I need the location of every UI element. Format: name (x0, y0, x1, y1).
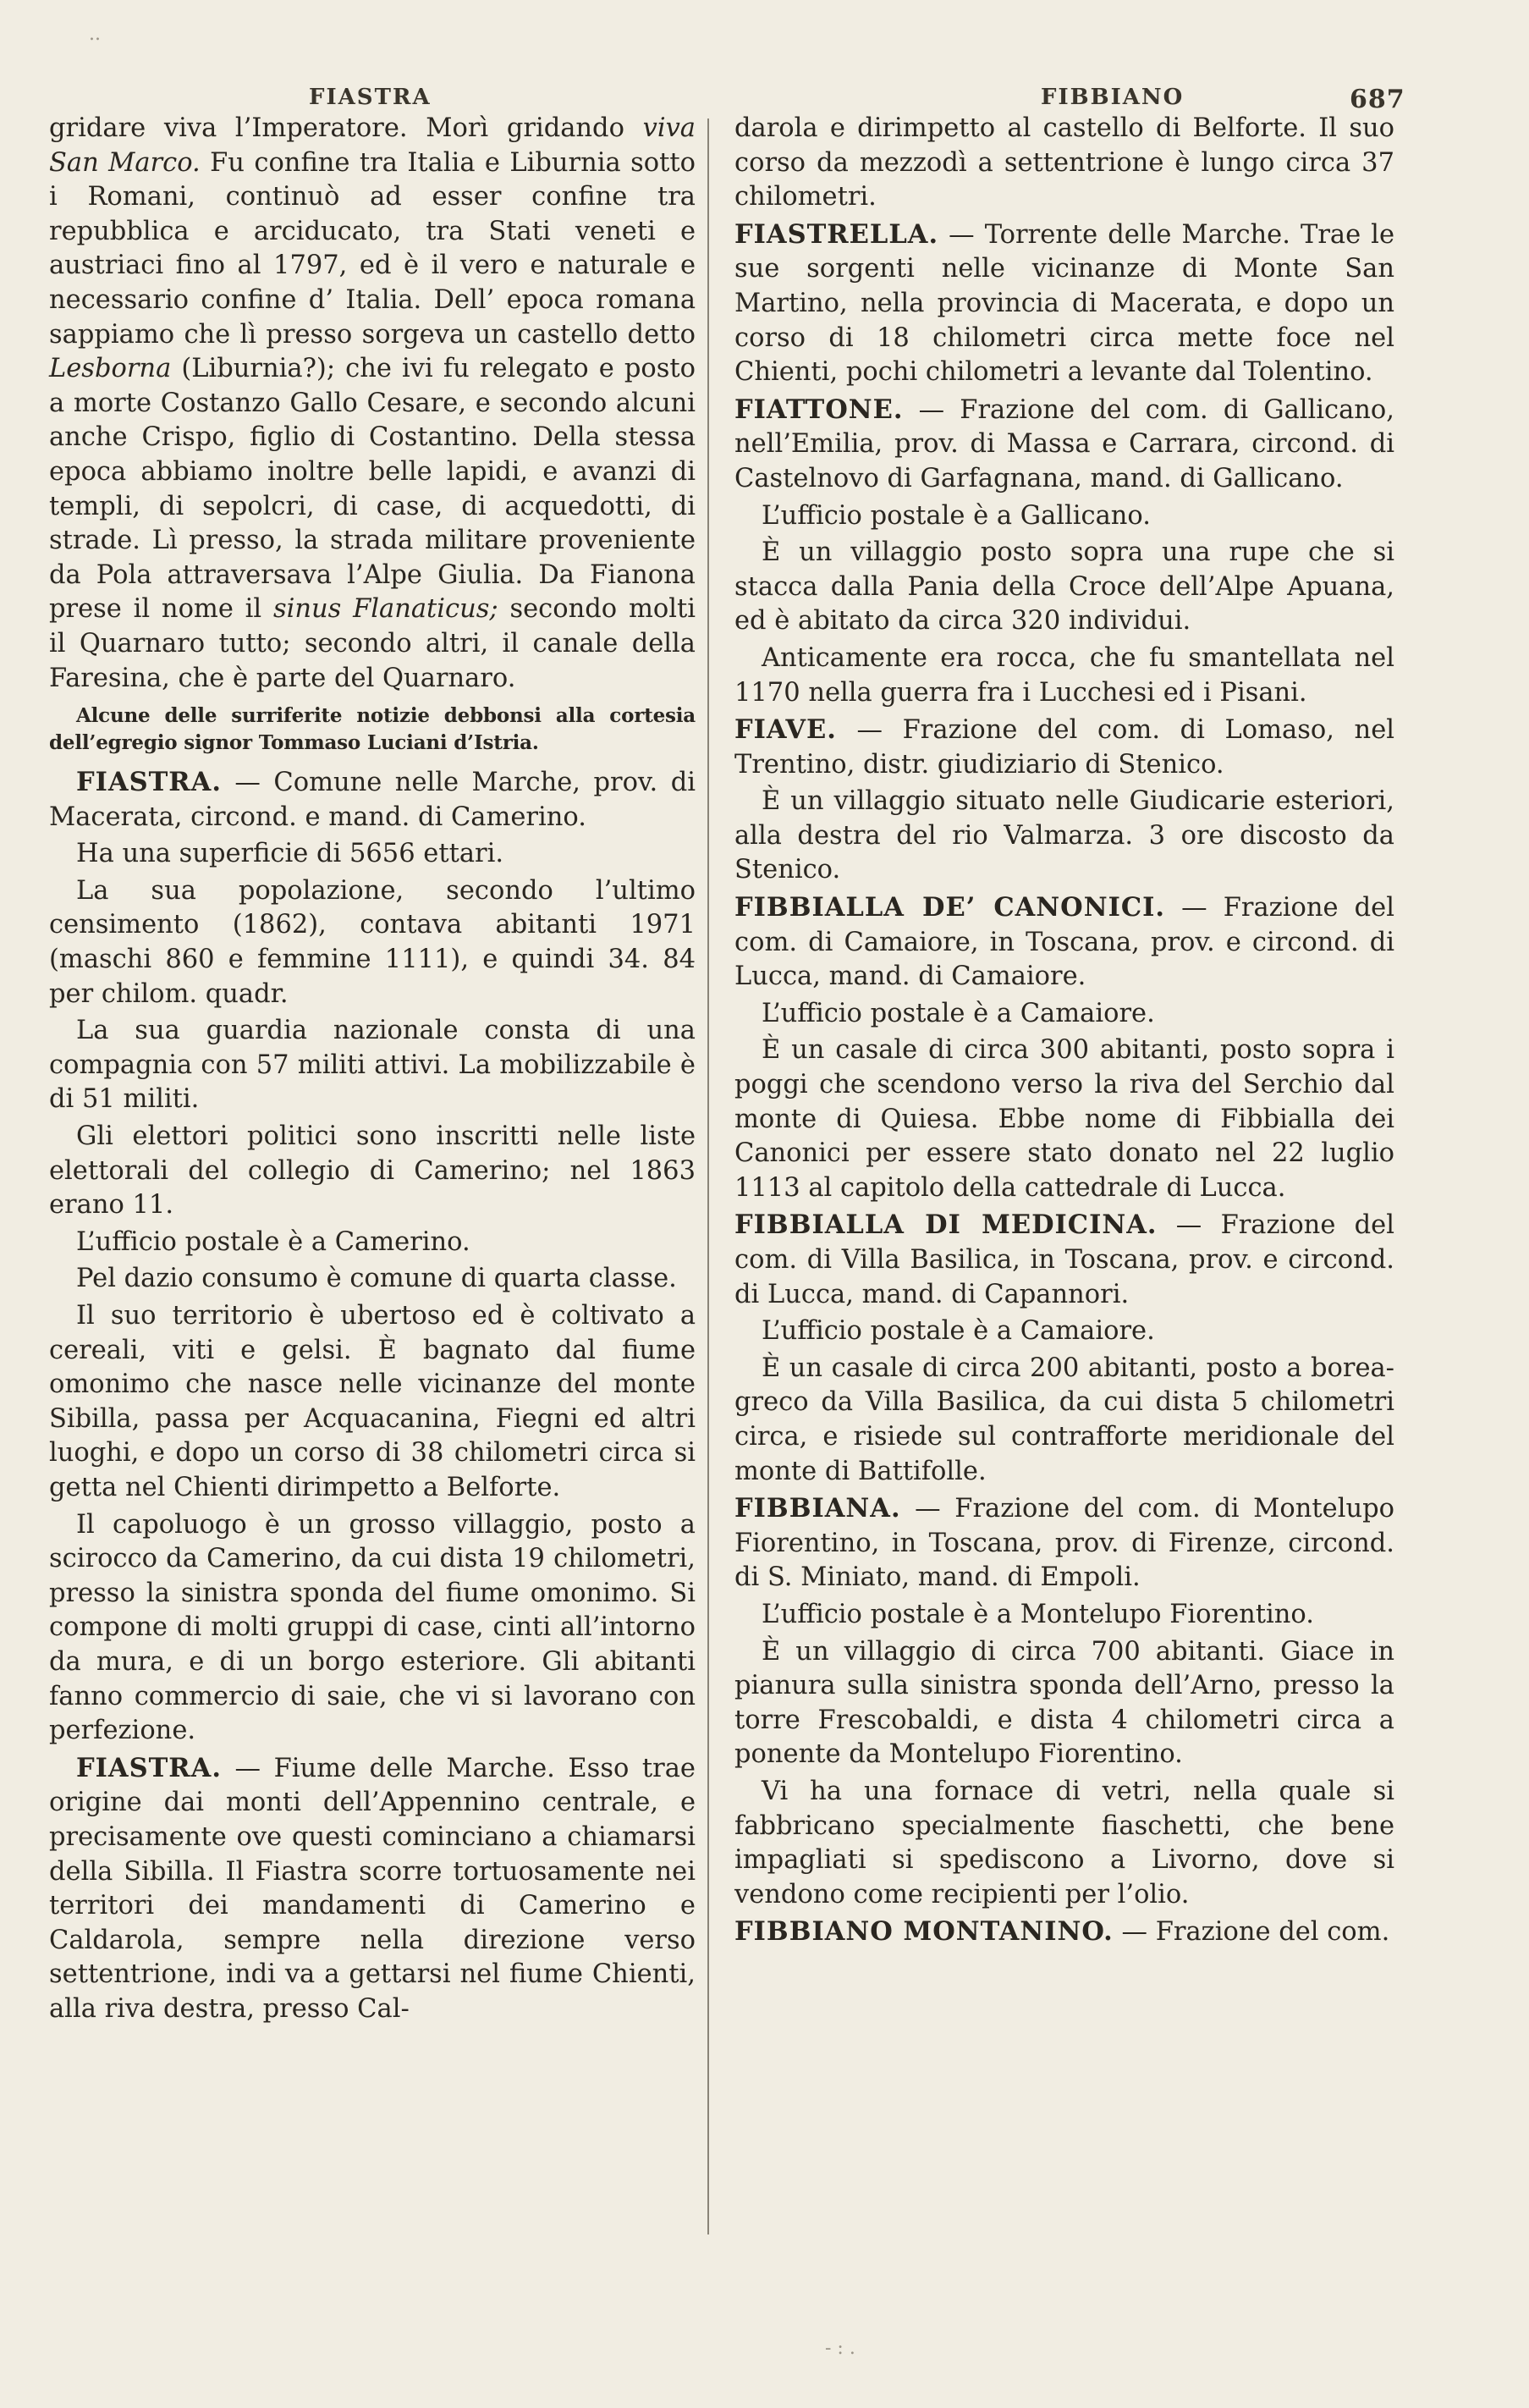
paragraph: La sua guardia nazionale consta di una compagnia con 57 militi attivi. La mobilizzabile è di 51 militi. (49, 1016, 696, 1115)
entry-fiastra-fiume: FIASTRA. — Fiume delle Marche. Esso trae origine dai monti dell’Appennino centrale, e precisamente ove questi cominciano a chiamarsi della Sibilla. Il Fiastra scorre tortuosamente nei territori dei mandamenti di Camerino e Caldarola, sempre nella direzione verso settentrione, indi va a gettarsi nel fiume Chienti, alla riva destra, presso Cal- (49, 1752, 696, 2024)
paragraph: È un villaggio posto sopra una rupe che si stacca dalla Pania della Croce dell’Alpe Apuana, ed è abitato da circa 320 individui. (734, 537, 1394, 636)
paragraph: La sua popolazione, secondo l’ultimo censimento (1862), contava abitanti 1971 (maschi 860 e femmine 1111), e quindi 34. 84 per chilom. quadr. (49, 875, 696, 1009)
footnote: Alcune delle surriferite notizie debbonsi alla cortesia dell’egregio signor Tommaso Luciani d’Istria. (49, 704, 696, 755)
running-header-right: FIBBIANO (1041, 85, 1185, 110)
entry-fibbiana: FIBBIANA. — Frazione del com. di Montelupo Fiorentino, in Toscana, prov. di Firenze, circond. di S. Miniato, mand. di Empoli. (734, 1493, 1394, 1593)
continued-paragraph: gridare viva l’Imperatore. Morì gridando viva San Marco. Fu confine tra Italia e Liburnia sotto i Romani, continuò ad esser confine tra repubblica e arciducato, tra Stati veneti e austriaci fino al 1797, ed è il vero e naturale e necessario confine d’ Italia. Dell’ epoca romana sappiamo che lì presso sorgeva un castello detto Lesborna (Liburnia?); che ivi fu relegato e posto a morte Costanzo Gallo Cesare, e secondo alcuni anche Crispo, figlio di Costantino. Della stessa epoca abbiamo inoltre belle lapidi, e avanzi di templi, di sepolcri, di case, di acquedotti, di strade. Lì presso, la strada militare proveniente da Pola attraversava l’Alpe Giulia. Da Fianona prese il nome il sinus Flanaticus; secondo molti il Quarnaro tutto; secondo altri, il canale della Faresina, che è parte del Quarnaro. (49, 113, 696, 693)
entry-fiastrella: FIASTRELLA. — Torrente delle Marche. Trae le sue sorgenti nelle vicinanze di Monte San Martino, nella provincia di Macerata, e dopo un corso di 18 chilometri circa mette foce nel Chienti, pochi chilometri a levante dal Tolentino. (734, 218, 1394, 388)
running-header-left: FIASTRA (309, 85, 432, 110)
entry-fibbialla-di-medicina: FIBBIALLA DI MEDICINA. — Frazione del com. di Villa Basilica, in Toscana, prov. e circond. di Lucca, mand. di Capannori. (734, 1210, 1394, 1309)
entry-fibbialla-de-canonici: FIBBIALLA DE’ CANONICI. — Frazione del com. di Camaiore, in Toscana, prov. e circond. di Lucca, mand. di Camaiore. (734, 892, 1394, 992)
paragraph: Pel dazio consumo è comune di quarta classe. (76, 1264, 677, 1294)
headword: FIBBIANO MONTANINO. (734, 1916, 1114, 1948)
paragraph: Il capoluogo è un grosso villaggio, posto a scirocco da Camerino, da cui dista 19 chilometri, presso la sinistra sponda del fiume omonimo. Si compone di molti gruppi di case, cinti all’intorno da mura, e di un borgo esteriore. Gli abitanti fanno commercio di saie, che vi si lavorano con perfezione. (49, 1509, 696, 1746)
paragraph: L’ufficio postale è a Camaiore. (762, 998, 1155, 1028)
page-number: 687 (1350, 85, 1405, 114)
column-divider (707, 118, 709, 2234)
headword: FIAVE. (734, 714, 837, 746)
headword: FIBBIANA. (734, 1493, 901, 1524)
paragraph: L’ufficio postale è a Camerino. (76, 1226, 470, 1257)
ink-smudge: .. (89, 24, 101, 45)
headword: FIASTRELLA. (734, 218, 939, 250)
entry-fibbiano-montanino: FIBBIANO MONTANINO. — Frazione del com. (734, 1916, 1390, 1948)
paragraph: L’ufficio postale è a Montelupo Fiorentino. (762, 1599, 1314, 1629)
paragraph: È un casale di circa 200 abitanti, posto a borea-greco da Villa Basilica, da cui dista 5 chilometri circa, e risiede sul contrafforte meridionale del monte di Battifolle. (734, 1353, 1394, 1486)
left-column (49, 112, 696, 2029)
paragraph: È un villaggio situato nelle Giudicarie esteriori, alla destra del rio Valmarza. 3 ore discosto da Stenico. (734, 786, 1394, 885)
entry-fiattone: FIATTONE. — Frazione del com. di Gallicano, nell’Emilia, prov. di Massa e Carrara, circond. di Castelnovo di Garfagnana, mand. di Gallicano. (734, 394, 1394, 493)
paragraph: L’ufficio postale è a Gallicano. (762, 500, 1151, 531)
headword: FIBBIALLA DE’ CANONICI. (734, 892, 1166, 923)
paragraph: Ha una superficie di 5656 ettari. (76, 839, 504, 869)
paragraph: Anticamente era rocca, che fu smantellata nel 1170 nella guerra fra i Lucchesi ed i Pisani. (734, 642, 1394, 708)
paragraph: È un villaggio di circa 700 abitanti. Giace in pianura sulla sinistra sponda dell’Arno, presso la torre Frescobaldi, e dista 4 chilometri circa a ponente da Montelupo Fiorentino. (734, 1636, 1394, 1770)
entry-fiave: FIAVE. — Frazione del com. di Lomaso, nel Trentino, distr. giudiziario di Stenico. (734, 714, 1394, 780)
paragraph: Gli elettori politici sono inscritti nelle liste elettorali del collegio di Camerino; nel 1863 erano 11. (49, 1121, 696, 1221)
paragraph: Il suo territorio è ubertoso ed è coltivato a cereali, viti e gelsi. È bagnato dal fiume omonimo che nasce nelle vicinanze del monte Sibilla, passa per Acquacanina, Fiegni ed altri luoghi, e dopo un corso di 38 chilometri circa si getta nel Chienti dirimpetto a Belforte. (49, 1301, 696, 1502)
right-column (734, 112, 1394, 1953)
continued-paragraph: darola e dirimpetto al castello di Belforte. Il suo corso da mezzodì a settentrione è lungo circa 37 chilometri. (734, 113, 1394, 212)
paragraph: Vi ha una fornace di vetri, nella quale si fabbricano specialmente fiaschetti, che bene impagliati si spediscono a Livorno, dove si vendono come recipienti per l’olio. (734, 1776, 1394, 1909)
headword: FIATTONE. (734, 394, 904, 425)
paragraph: È un casale di circa 300 abitanti, posto sopra i poggi che scendono verso la riva del Serchio dal monte di Quiesa. Ebbe nome di Fibbialla dei Canonici per essere stato donato nel 22 luglio 1113 al capitolo della cattedrale di Lucca. (734, 1035, 1394, 1203)
ink-smudge: - : . (825, 2338, 855, 2359)
headword: FIASTRA. (76, 767, 222, 798)
entry-fiastra-comune: FIASTRA. — Comune nelle Marche, prov. di Macerata, circond. e mand. di Camerino. (49, 767, 696, 832)
headword: FIASTRA. (76, 1752, 222, 1783)
headword: FIBBIALLA DI MEDICINA. (734, 1210, 1158, 1241)
paragraph: L’ufficio postale è a Camaiore. (762, 1316, 1155, 1347)
